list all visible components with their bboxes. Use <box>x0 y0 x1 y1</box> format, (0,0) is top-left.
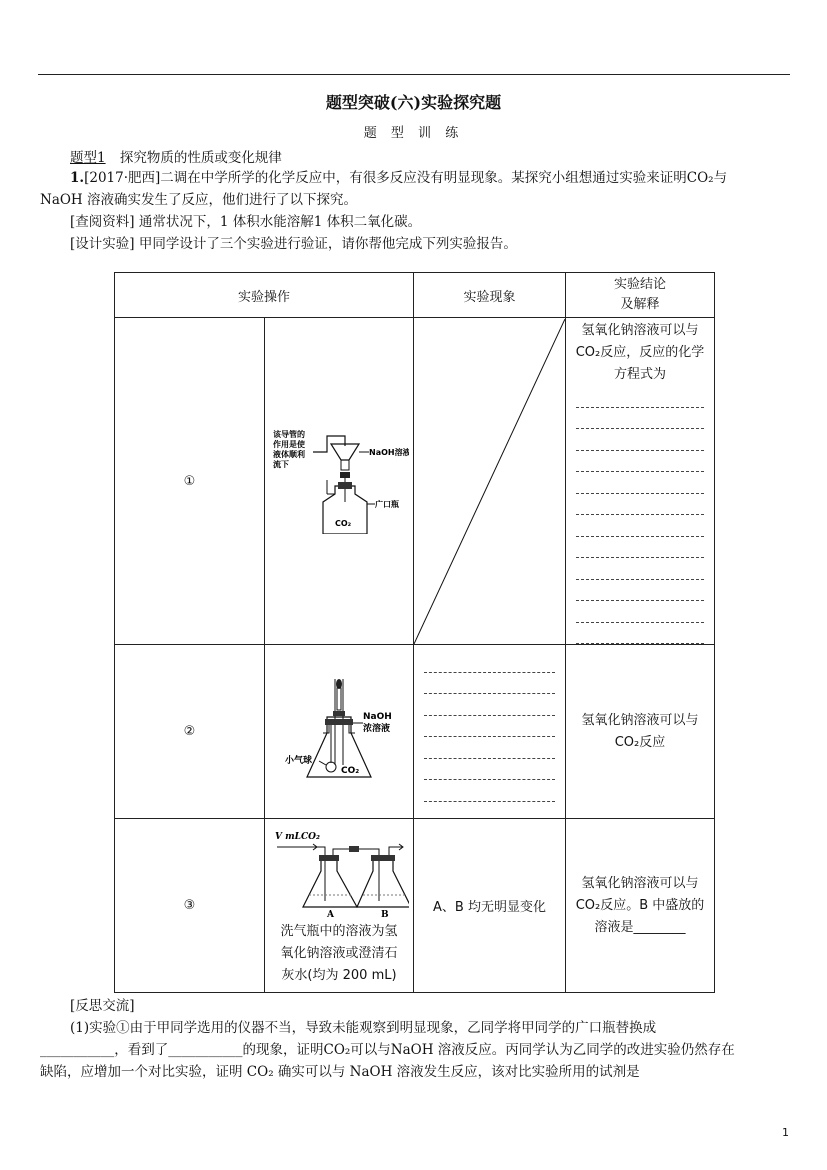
answer-blank[interactable] <box>576 623 704 645</box>
apparatus-2-figure <box>269 675 409 785</box>
figure-gas-label: CO₂ <box>335 519 352 528</box>
figure-reagent-label: 浓溶液 <box>363 723 391 734</box>
header-operation: 实验操作 <box>115 273 414 318</box>
apparatus-caption-line: 氧化钠溶液或澄清石 <box>280 946 398 961</box>
conclusion-line: CO₂反应。B 中盛放的 <box>575 897 705 913</box>
table-row <box>115 645 715 819</box>
answer-blank[interactable] <box>424 694 555 716</box>
conclusion-cell <box>566 645 715 819</box>
answer-blank[interactable] <box>424 716 555 738</box>
conclusion-line: 氢氧化钠溶液可以与 <box>581 323 699 338</box>
apparatus-caption-line: 灰水(均为 200 mL) <box>281 968 397 983</box>
answer-blank[interactable] <box>424 780 555 802</box>
header-conclusion <box>566 273 715 318</box>
table-header-row <box>115 273 715 318</box>
conclusion-cell <box>566 318 715 645</box>
top-rule <box>38 74 790 75</box>
apparatus-cell <box>265 645 414 819</box>
section-label: 题型1 <box>70 150 106 166</box>
section-text: 探究物质的性质或变化规律 <box>119 150 282 166</box>
experiment-table <box>114 272 715 993</box>
answer-blank[interactable] <box>424 737 555 759</box>
page-title: 题型突破(六)实验探究题 <box>325 93 502 112</box>
conclusion-cell <box>566 819 715 993</box>
answer-blank[interactable] <box>576 558 704 580</box>
conclusion-line: 氢氧化钠溶液可以与 <box>581 712 699 728</box>
answer-blank[interactable] <box>576 537 704 559</box>
row-number: ① <box>115 318 265 645</box>
reflection-line-1: (1)实验①由于甲同学选用的仪器不当，导致未能观察到明显现象，乙同学将甲同学的广口瓶替换成 <box>70 1020 657 1036</box>
question-number: 1 <box>70 170 80 186</box>
table-row <box>115 819 715 993</box>
conclusion-line: CO₂反应 <box>614 734 666 750</box>
header-conclusion-line-2: 及解释 <box>620 297 660 312</box>
figure-reagent-label: NaOH <box>363 711 392 722</box>
answer-blank[interactable] <box>576 386 704 408</box>
figure-note-line-2: 作用是使 <box>273 440 305 449</box>
conclusion-line: 氢氧化钠溶液可以与 <box>581 875 699 891</box>
figure-vessel-label: 广口瓶 <box>375 500 399 509</box>
question-line-4: [设计实验] 甲同学设计了三个实验进行验证，请你帮他完成下列实验报告。 <box>70 236 517 252</box>
answer-blank[interactable] <box>424 759 555 781</box>
page-number: 1 <box>782 1126 789 1139</box>
answer-blank[interactable] <box>424 673 555 695</box>
header-phenomenon: 实验现象 <box>414 273 566 318</box>
answer-blank[interactable] <box>424 651 555 673</box>
apparatus-caption-line: 洗气瓶中的溶液为氢 <box>280 924 398 939</box>
reflection-line-3: 缺陷，应增加一个对比实验，证明 CO₂ 确实可以与 NaOH 溶液发生反应，该对比实验所用的试剂是 <box>40 1064 640 1080</box>
question-line-3: [查阅资料] 通常状况下，1 体积水能溶解1 体积二氧化碳。 <box>70 214 422 230</box>
figure-label-b: B <box>381 910 389 917</box>
question-text-1: [2017·肥西]二调在中学所学的化学反应中，有很多反应没有明显现象。某探究小组想通过实验来证明CO₂与 <box>84 170 728 186</box>
phenomenon-cell <box>414 645 566 819</box>
apparatus-cell <box>265 819 414 993</box>
phenomenon-cell-crossed <box>414 318 566 645</box>
figure-note-line-3: 液体顺利 <box>273 450 305 459</box>
figure-gas-label: CO₂ <box>341 765 360 776</box>
answer-blank[interactable] <box>576 408 704 430</box>
reflection-heading: [反思交流] <box>70 998 135 1014</box>
figure-balloon-label: 小气球 <box>285 755 313 766</box>
apparatus-3-figure <box>269 825 409 917</box>
conclusion-line: 溶液是________ <box>594 919 686 935</box>
answer-blank[interactable] <box>576 451 704 473</box>
table-row <box>115 318 715 645</box>
answer-blank[interactable] <box>576 601 704 623</box>
page-subtitle: 题 型 训 练 <box>363 126 464 141</box>
conclusion-line: CO₂反应，反应的化学 <box>575 345 705 360</box>
figure-note-line-1: 该导管的 <box>273 430 305 439</box>
figure-note-line-4: 流下 <box>273 460 289 469</box>
question-line-1: 1.[2017·肥西]二调在中学所学的化学反应中，有很多反应没有明显现象。某探究小组想通过实验来证明CO₂与 <box>70 170 728 186</box>
header-conclusion-line-1: 实验结论 <box>613 277 666 292</box>
section-heading <box>70 146 282 166</box>
question-line-2: NaOH 溶液确实发生了反应，他们进行了以下探究。 <box>40 192 357 208</box>
answer-blank[interactable] <box>576 429 704 451</box>
apparatus-cell <box>265 318 414 645</box>
row-number: ② <box>115 645 265 819</box>
figure-reagent-label: NaOH溶液 <box>369 448 409 457</box>
diagonal-strike <box>414 319 565 644</box>
figure-gas-in-label: V mLCO₂ <box>275 832 320 842</box>
phenomenon-cell: A、B 均无明显变化 <box>414 819 566 993</box>
reflection-line-2: ___________，看到了___________的现象，证明CO₂可以与NaOH 溶液反应。丙同学认为乙同学的改进实验仍然存在 <box>40 1042 735 1058</box>
figure-label-a: A <box>327 910 334 917</box>
answer-blank[interactable] <box>576 515 704 537</box>
row-number: ③ <box>115 819 265 993</box>
conclusion-line: 方程式为 <box>613 367 666 382</box>
answer-blank[interactable] <box>576 494 704 516</box>
answer-blank[interactable] <box>576 580 704 602</box>
answer-blank[interactable] <box>576 472 704 494</box>
apparatus-1-figure <box>269 424 409 534</box>
